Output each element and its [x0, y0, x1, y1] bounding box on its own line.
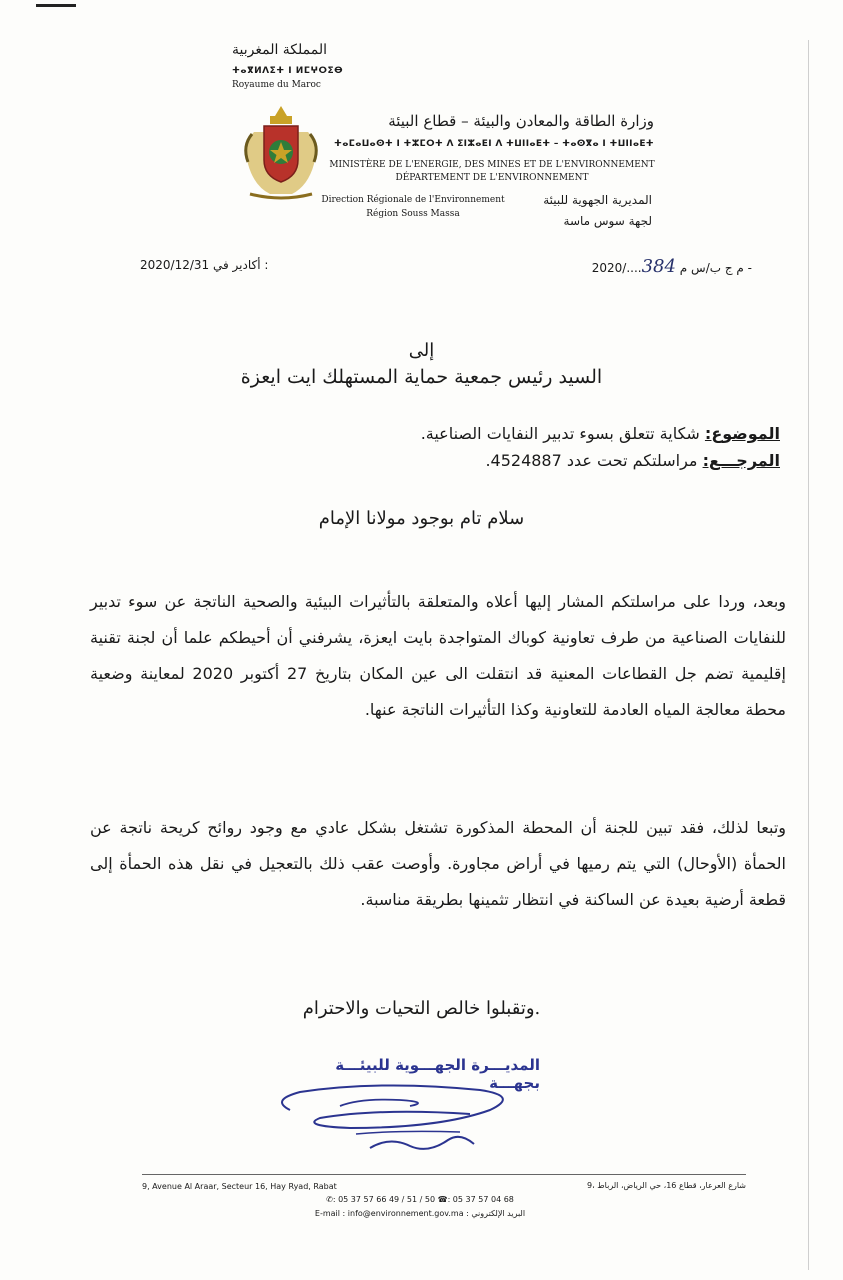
signatory-title: المديـــرة الجهـــوية للبيئـــة بجهـــة: [335, 1056, 540, 1092]
letter-date: [140, 258, 268, 272]
kingdom-name-ar: المملكة المغربية: [232, 42, 328, 58]
greeting: سلام تام بوجود مولانا الإمام: [318, 508, 525, 529]
letter-reference-number: [560, 256, 752, 277]
ministry-name-fr: MINISTÈRE DE L'ENERGIE, DES MINES ET DE L'ENVIRONNEMENT: [329, 160, 655, 170]
footer-address-ar: 9، شارع العرعار، قطاع 16، حي الرياض، الرباط: [587, 1181, 746, 1190]
footer-address-fr: 9, Avenue Al Araar, Secteur 16, Hay Ryad, Rabat: [142, 1182, 337, 1191]
subject-label: الموضوع:: [704, 424, 780, 443]
kingdom-name-fr: Royaume du Maroc: [232, 80, 321, 90]
date-value: 2020/12/31: [140, 258, 210, 272]
department-name-fr: DÉPARTEMENT DE L'ENVIRONNEMENT: [395, 173, 589, 183]
handwritten-signature-icon: [260, 1070, 560, 1160]
ministry-name-ar: وزارة الطاقة والمعادن والبيئة – قطاع البيئة: [388, 112, 654, 130]
region-name-fr: Région Souss Massa: [366, 209, 460, 219]
subject-line: [360, 424, 780, 443]
direction-name-fr: Direction Régionale de l'Environnement: [321, 195, 505, 205]
footer-divider: [142, 1174, 746, 1175]
page-edge-line: [808, 40, 809, 1270]
ref-number: 384: [641, 256, 676, 277]
reference-label: المرجـــع:: [702, 451, 780, 470]
kingdom-name-tifinagh: ⵜⴰⴳⵍⴷⵉⵜ ⵏ ⵍⵎⵖⵔⵉⴱ: [232, 66, 344, 76]
reference-text: مراسلتكم تحت عدد 4524887.: [485, 451, 703, 470]
footer-phone: ✆: 05 37 57 66 49 / 51 / 50 ☎: 05 37 57 04 68: [326, 1195, 514, 1204]
closing-salutation: وتقبلوا خالص التحيات والاحترام.: [302, 998, 541, 1019]
footer-email: E-mail : info@environnement.gov.ma : البريد الإلكتروني: [314, 1209, 526, 1218]
scan-mark: [36, 4, 76, 7]
ref-prefix: م ج ب/س م -: [679, 261, 752, 275]
ministry-name-tifinagh: ⵜⴰⵎⴰⵡⴰⵙⵜ ⵏ ⵜⵣⵎⵔⵜ ⴷ ⵉⵏⵣⴰⴹⵏ ⴷ ⵜⵡⵏⵏⴰⴹⵜ – ⵜⴰⵙⴳⴰ ⵏ ⵜⵡⵏⵏⴰⴹⵜ: [334, 139, 654, 149]
region-name-ar: لجهة سوس ماسة: [563, 214, 652, 228]
body-paragraph-2: وتبعا لذلك، فقد تبين للجنة أن المحطة المذكورة تشتغل بشكل عادي مع وجود روائح كريحة ناتجة عن الحمأة (الأوحال) التي يتم رميها في أراض مجاورة. وأوصت عقب ذلك بالتعجيل في نقل هذه الحمأة إلى قطعة أرضية بعيدة عن الساكنة في انتظار تثمينها بطريقة مناسبة.: [90, 818, 786, 909]
subject-text: شكاية تتعلق بسوء تدبير النفايات الصناعية.: [420, 424, 705, 443]
royal-emblem-icon: [240, 102, 322, 202]
date-label: أكادير في :: [213, 258, 269, 272]
ref-year: 2020/....: [591, 261, 642, 275]
reference-line: [360, 451, 780, 470]
direction-name-ar: المديرية الجهوية للبيئة: [543, 193, 652, 207]
recipient: السيد رئيس جمعية حماية المستهلك ايت ايعزة: [240, 366, 603, 388]
to-label: إلى: [408, 340, 435, 361]
body-paragraph-1: وبعد، وردا على مراسلتكم المشار إليها أعلاه والمتعلقة بالتأثيرات البيئية والصحية الناتجة عن سوء تدبير للنفايات الصناعية من طرف تعاونية كوباك المتواجدة بايت ايعزة، يشرفني أن أحيطكم علما أن لجنة تقنية إقليمية تضم جل القطاعات المعنية قد انتقلت الى عين المكان بتاريخ 27 أكتوبر 2020 لمعاينة وضعية محطة معالجة المياه العادمة للتعاونية وكذا التأثيرات الناتجة عنها.: [90, 592, 787, 719]
